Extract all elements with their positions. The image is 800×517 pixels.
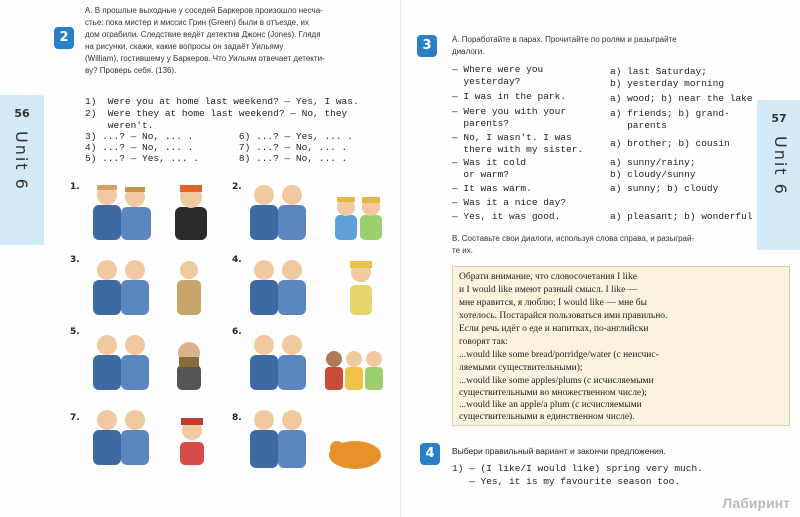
note-line: Обрати внимание, что словосочетания I like (459, 272, 637, 282)
picture-number: 5. (70, 327, 80, 337)
option-line: a) wood; b) near the lake (610, 93, 753, 104)
illustration-detective-and-children (245, 325, 390, 390)
note-line: существительными во множественном числе); (459, 388, 647, 398)
instruction-line: те их. (452, 246, 473, 255)
picture-number: 4. (232, 255, 242, 265)
dialogue-line: weren't. (85, 120, 154, 131)
dialogue-line: 4) ...? — No, ... . 7) ...? — No, ... . (85, 142, 348, 153)
note-line: Если речь идёт о еде и напитках, по-английски (459, 324, 649, 334)
instruction-line: диалоги. (452, 47, 485, 56)
picture-number: 3. (70, 255, 80, 265)
instruction-line: A. В прошлые выходные у соседей Баркеров произошло несча- (85, 6, 323, 15)
dialogue-line: — Was it cold (452, 157, 527, 168)
dialogue-line: — No, I wasn't. I was (452, 132, 572, 143)
illustration-detective-and-boy (85, 175, 215, 240)
instruction-line: (William), гостившему у Баркеров. Что Уильям отвечает детекти- (85, 54, 325, 63)
unit-label: Unit 6 (12, 131, 31, 191)
illustration-detective-and-couple (245, 175, 390, 240)
watermark: Лабиринт (722, 495, 790, 511)
note-line: и I would like имеют разный смысл. I like — (459, 285, 638, 295)
task-instruction: Выбери правильный вариант и закончи предложения. (452, 446, 666, 456)
illustration-detective-and-woman (245, 250, 390, 315)
dialogue-line: — Were you with your (452, 106, 567, 117)
picture-number: 8. (232, 413, 242, 423)
option-line: b) cloudy/sunny (610, 169, 696, 180)
dialogue-line: — I was in the park. (452, 91, 567, 102)
page-side-tab (0, 95, 44, 245)
note-line: ...would like an apple/a plum (с исчисляемыми (459, 400, 642, 410)
picture-number: 6. (232, 327, 242, 337)
dialogue-line: — It was warm. (452, 183, 532, 194)
option-line: a) brother; b) cousin (610, 138, 730, 149)
note-line: ...would like some bread/porridge/water (с неисчис- (459, 350, 659, 360)
option-line: a) sunny; b) cloudy (610, 183, 719, 194)
exercise-line: — Yes, it is my favourite season too. (452, 476, 681, 487)
instruction-line: A. Поработайте в парах. Прочитайте по ролям и разыграйте (452, 35, 677, 44)
illustration-detective-and-woman-red-hair (85, 400, 215, 465)
task-number-badge: 3 (417, 35, 437, 57)
dialogue-line: there with my sister. (452, 144, 584, 155)
task-part-b-instruction (452, 233, 694, 257)
note-line: мне нравится, я люблю; I would like — мне бы (459, 298, 648, 308)
note-line: говорят так: (459, 337, 508, 347)
note-line: ...would like some apples/plums (с исчисляемыми (459, 376, 654, 386)
task-instruction (452, 34, 677, 58)
illustration-detective-and-man (85, 250, 215, 315)
dialogue-line: — Yes, it was good. (452, 211, 561, 222)
note-line: существительными в единственном числе). (459, 412, 635, 422)
dialogue-line: — Where were you (452, 64, 544, 75)
page-number: 56 (14, 107, 30, 120)
unit-label: Unit 6 (771, 136, 790, 196)
exercise-line: 1) — (I like/I would like) spring very much. (452, 463, 703, 474)
picture-number: 1. (70, 182, 80, 192)
dialogue-line: 1) Were you at home last weekend? — Yes, I was. (85, 96, 359, 107)
task-number-badge: 2 (54, 27, 74, 49)
page-number: 57 (771, 112, 787, 125)
dialogue-line: yesterday? (452, 76, 521, 87)
page-side-tab (757, 100, 800, 250)
dialogue-line: 3) ...? — No, ... . 6) ...? — Yes, ... . (85, 131, 353, 142)
dialogue-line: or warm? (452, 169, 510, 180)
instruction-line: дом ограбили. Следствие ведёт детектив Джонс (Jones). Глядя (85, 30, 321, 39)
picture-number: 7. (70, 413, 80, 423)
option-line: a) sunny/rainy; (610, 157, 696, 168)
option-line: a) pleasant; b) wonderful (610, 211, 753, 222)
illustration-detective-and-fox (245, 400, 390, 470)
instruction-line: стье: пока мистер и миссис Грин (Green) были в отъезде, их (85, 18, 309, 27)
illustration-detective-and-bearded-man (85, 325, 215, 390)
note-line: хотелось. Постарайся пользоваться ими правильно. (459, 311, 668, 321)
dialogue-line: 2) Were they at home last weekend? — No, they (85, 108, 348, 119)
task-instruction (85, 5, 325, 77)
task-number-badge: 4 (420, 443, 440, 465)
instruction-line: на рисунки, скажи, какие вопросы он задаёт Уильяму (85, 42, 284, 51)
dialogue-line: 5) ...? — Yes, ... . 8) ...? — No, ... . (85, 153, 348, 164)
option-line: a) last Saturday; (610, 66, 707, 77)
picture-number: 2. (232, 182, 242, 192)
option-line: b) yesterday morning (610, 78, 725, 89)
grammar-note-box (452, 266, 790, 426)
option-line: parents (610, 120, 668, 131)
note-line: ляемыми существительными); (459, 363, 583, 373)
option-line: a) friends; b) grand- (610, 108, 730, 119)
instruction-line: ву? Проверь себя. (136). (85, 66, 177, 75)
dialogue-line: parents? (452, 118, 510, 129)
dialogue-line: — Was it a nice day? (452, 197, 567, 208)
instruction-line: B. Составьте свои диалоги, используя слова справа, и разыграй- (452, 234, 695, 243)
